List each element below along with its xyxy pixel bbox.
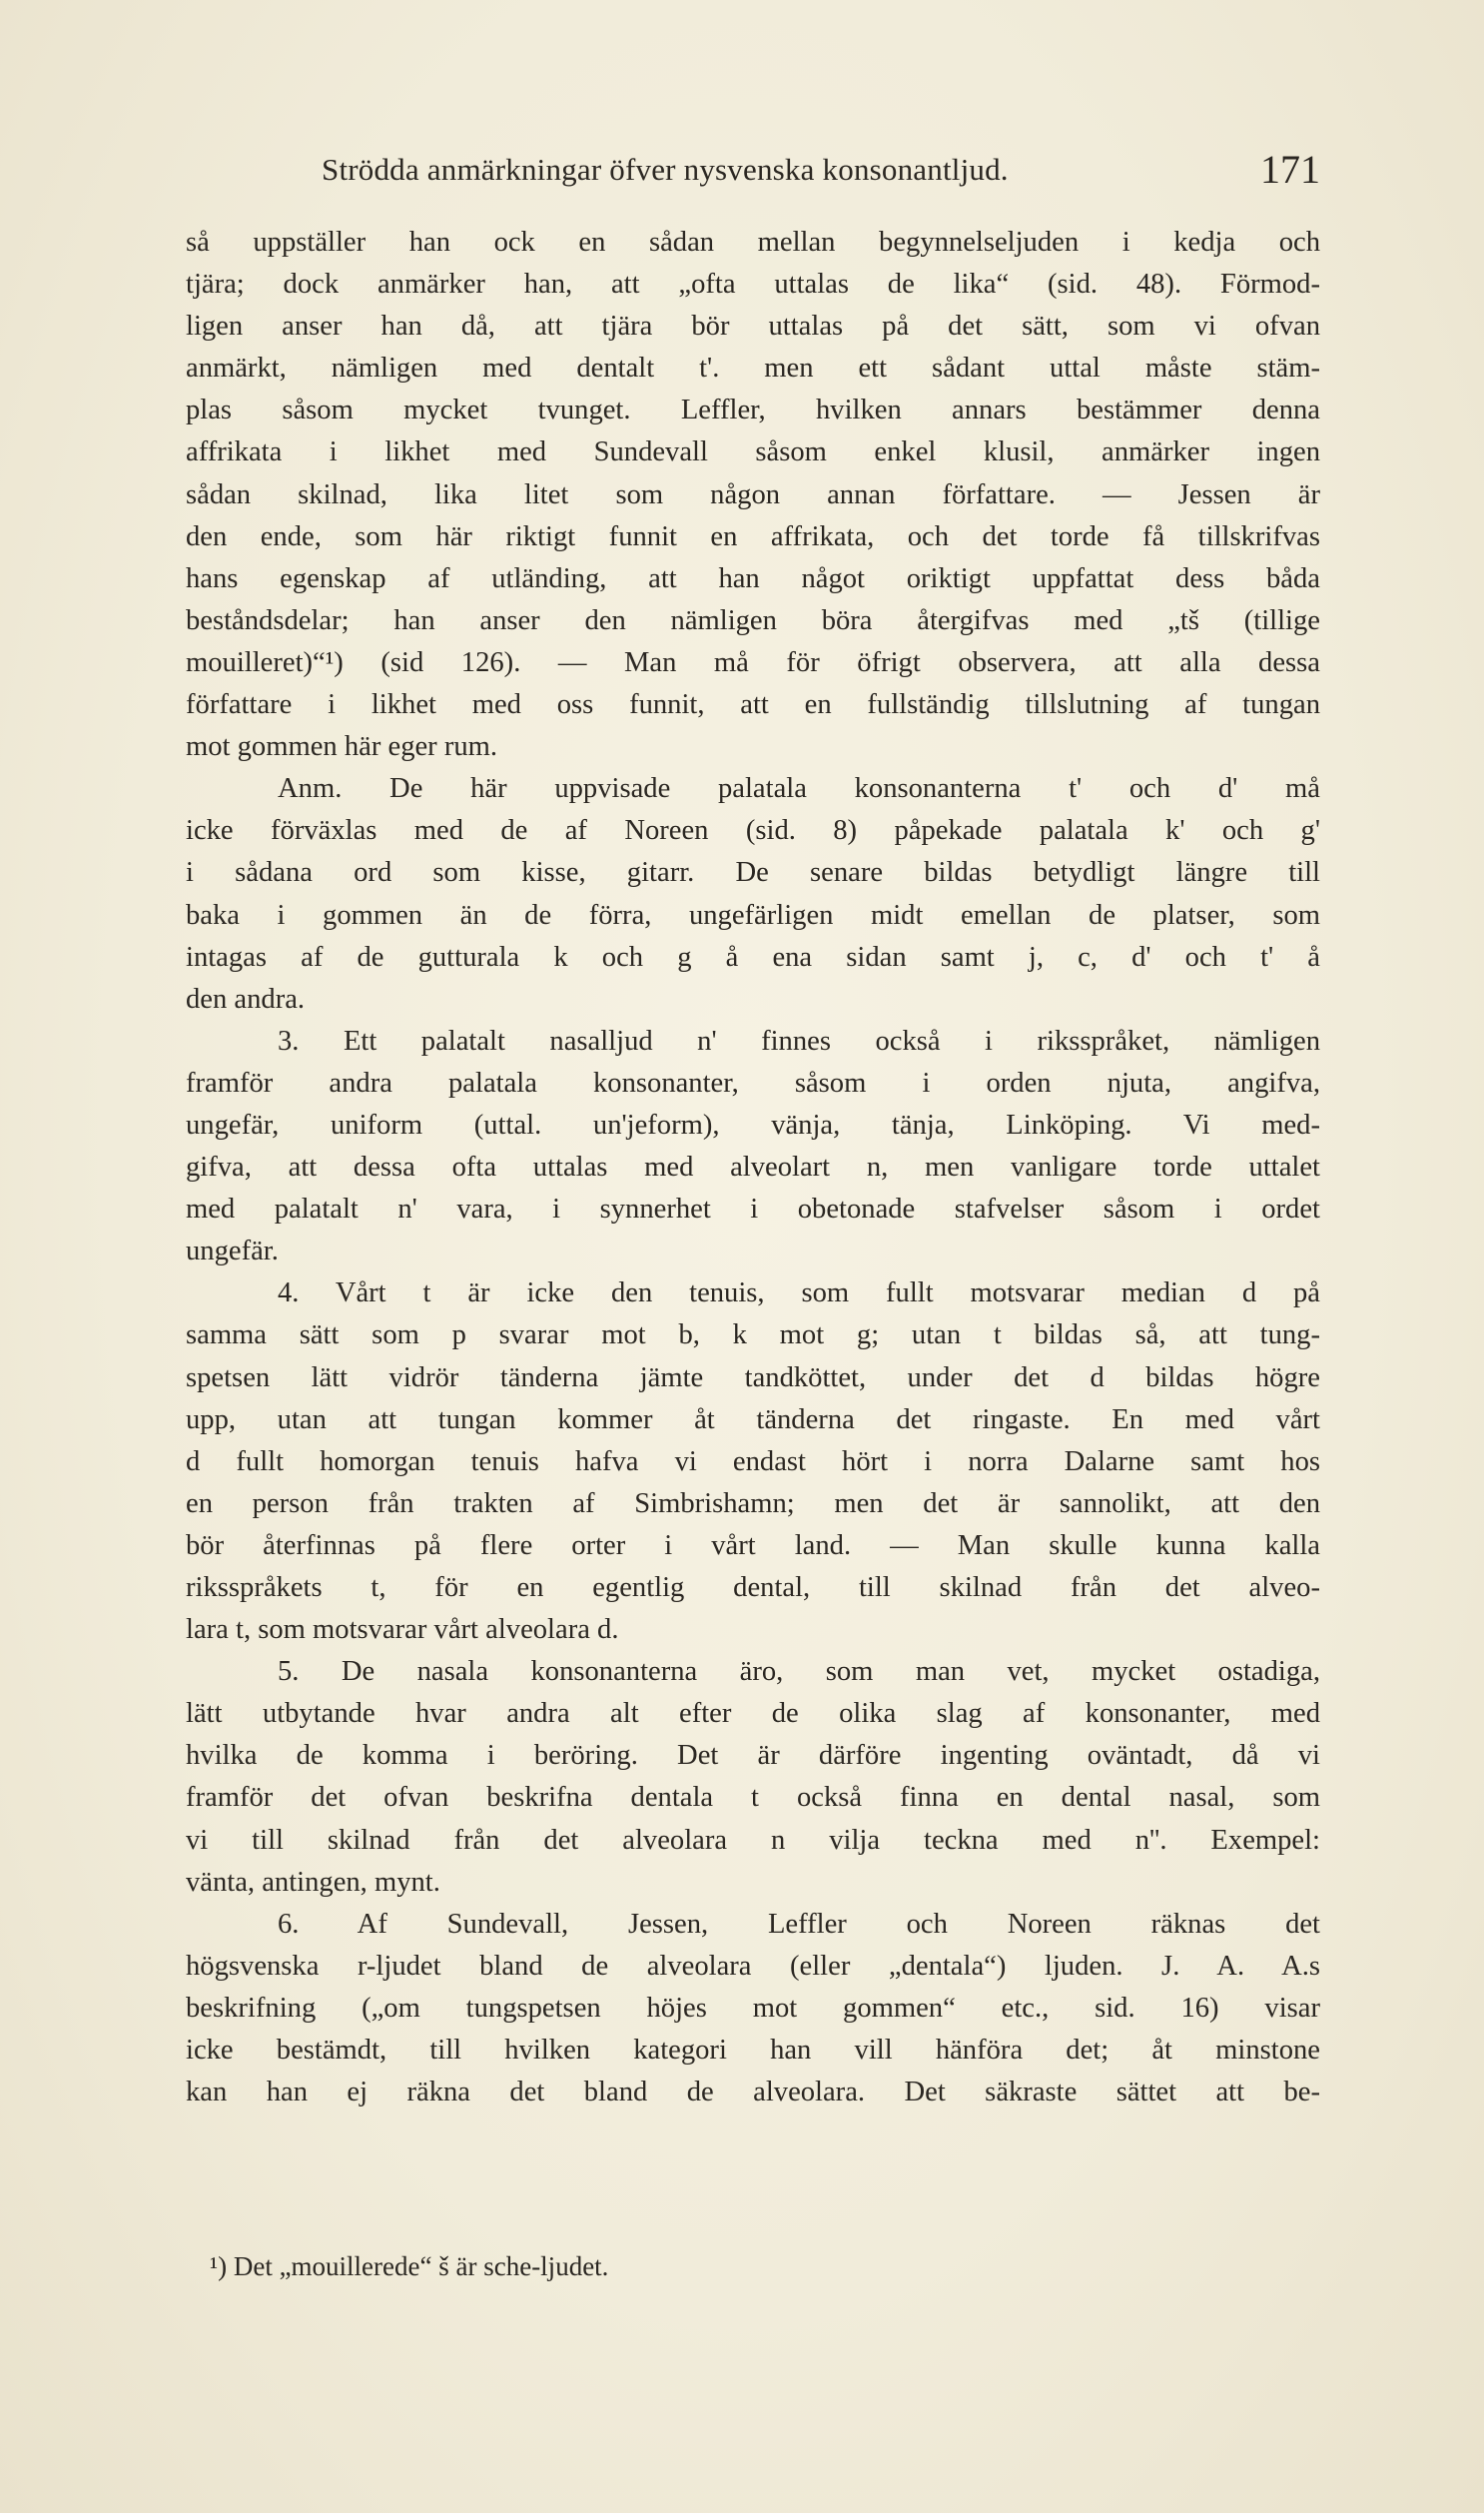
text-line: lätt utbytande hvar andra alt efter de olika slag af konsonanter, med bbox=[186, 1698, 1320, 1730]
text-line: ungefär. bbox=[186, 1236, 279, 1267]
running-title: Strödda anmärkningar öfver nysvenska konsonantljud. bbox=[322, 152, 1009, 187]
footnote bbox=[186, 2245, 1320, 2287]
text-line: kan han ej räkna det bland de alveolara. Det säkraste sättet att be- bbox=[186, 2077, 1320, 2108]
text-line: beskrifning („om tungspetsen höjes mot gommen“ etc., sid. 16) visar bbox=[186, 1992, 1320, 2024]
page-header bbox=[322, 147, 1320, 202]
text-line: ligen anser han då, att tjära bör uttalas på det sätt, som vi ofvan bbox=[186, 311, 1320, 343]
text-line: 4. Vårt t är icke den tenuis, som fullt motsvarar median d på bbox=[278, 1277, 1320, 1309]
text-line: den ende, som här riktigt funnit en affrikata, och det torde få tillskrifvas bbox=[186, 520, 1320, 552]
text-line: vi till skilnad från det alveolara n vilja teckna med n''. Exempel: bbox=[186, 1824, 1320, 1856]
text-line: affrikata i likhet med Sundevall såsom enkel klusil, anmärker ingen bbox=[186, 436, 1320, 468]
text-line: spetsen lätt vidrör tänderna jämte tandköttet, under det d bildas högre bbox=[186, 1361, 1320, 1393]
body-text bbox=[186, 222, 1320, 2113]
text-line: med palatalt n' vara, i synnerhet i obetonade stafvelser såsom i ordet bbox=[186, 1194, 1320, 1226]
text-line: lara t, som motsvarar vårt alveolara d. bbox=[186, 1614, 619, 1646]
text-line: den andra. bbox=[186, 983, 306, 1015]
text-line: en person från trakten af Simbrishamn; men det är sannolikt, att den bbox=[186, 1487, 1320, 1519]
text-line: 6. Af Sundevall, Jessen, Leffler och Noreen räknas det bbox=[278, 1908, 1320, 1940]
text-line: riksspråkets t, för en egentlig dental, till skilnad från det alveo- bbox=[186, 1572, 1320, 1603]
text-line: framför andra palatala konsonanter, såsom i orden njuta, angifva, bbox=[186, 1067, 1320, 1099]
text-line: icke bestämdt, till hvilken kategori han vill hänföra det; åt minstone bbox=[186, 2035, 1320, 2067]
text-line: upp, utan att tungan kommer åt tänderna det ringaste. En med vårt bbox=[186, 1403, 1320, 1435]
text-line: mot gommen här eger rum. bbox=[186, 731, 498, 763]
text-line: sådan skilnad, lika litet som någon annan författare. — Jessen är bbox=[186, 478, 1320, 510]
text-line: intagas af de gutturala k och g å ena sidan samt j, c, d' och t' å bbox=[186, 941, 1320, 973]
text-line: framför det ofvan beskrifna dentala t också finna en dental nasal, som bbox=[186, 1782, 1320, 1814]
page-number: 171 bbox=[1260, 147, 1320, 192]
text-line: icke förväxlas med de af Noreen (sid. 8) påpekade palatala k' och g' bbox=[186, 815, 1320, 847]
text-line: så uppställer han ock en sådan mellan begynnelseljuden i kedja och bbox=[186, 227, 1320, 258]
text-line: Anm. De här uppvisade palatala konsonanterna t' och d' må bbox=[278, 773, 1320, 805]
text-line: plas såsom mycket tvunget. Leffler, hvilken annars bestämmer denna bbox=[186, 395, 1320, 426]
text-line: d fullt homorgan tenuis hafva vi endast hört i norra Dalarne samt hos bbox=[186, 1445, 1320, 1477]
text-line: mouilleret)“¹) (sid 126). — Man må för öfrigt observera, att alla dessa bbox=[186, 646, 1320, 678]
text-line: baka i gommen än de förra, ungefärligen midt emellan de platser, som bbox=[186, 899, 1320, 931]
text-line: anmärkt, nämligen med dentalt t'. men ett sådant uttal måste stäm- bbox=[186, 353, 1320, 385]
text-line: hvilka de komma i beröring. Det är därföre ingenting oväntadt, då vi bbox=[186, 1740, 1320, 1772]
text-line: tjära; dock anmärker han, att „ofta uttalas de lika“ (sid. 48). Förmod- bbox=[186, 269, 1320, 301]
text-line: vänta, antingen, mynt. bbox=[186, 1866, 440, 1898]
text-line: hans egenskap af utländing, att han något oriktigt uppfattat dess båda bbox=[186, 562, 1320, 594]
footnote-text: ¹) Det „mouillerede“ š är sche-ljudet. bbox=[210, 2251, 609, 2281]
text-line: beståndsdelar; han anser den nämligen böra återgifvas med „tš (tillige bbox=[186, 604, 1320, 636]
text-line: 3. Ett palatalt nasalljud n' finnes också i riksspråket, nämligen bbox=[278, 1025, 1320, 1057]
text-line: ungefär, uniform (uttal. un'jeform), vänja, tänja, Linköping. Vi med- bbox=[186, 1109, 1320, 1141]
text-line: författare i likhet med oss funnit, att en fullständig tillslutning af tungan bbox=[186, 689, 1320, 721]
text-line: samma sätt som p svarar mot b, k mot g; utan t bildas så, att tung- bbox=[186, 1319, 1320, 1351]
text-line: högsvenska r-ljudet bland de alveolara (eller „dentala“) ljuden. J. A. A.s bbox=[186, 1950, 1320, 1982]
text-line: bör återfinnas på flere orter i vårt land. — Man skulle kunna kalla bbox=[186, 1529, 1320, 1561]
text-line: gifva, att dessa ofta uttalas med alveolart n, men vanligare torde uttalet bbox=[186, 1152, 1320, 1184]
text-line: i sådana ord som kisse, gitarr. De senare bildas betydligt längre till bbox=[186, 857, 1320, 889]
text-line: 5. De nasala konsonanterna äro, som man vet, mycket ostadiga, bbox=[278, 1656, 1320, 1688]
